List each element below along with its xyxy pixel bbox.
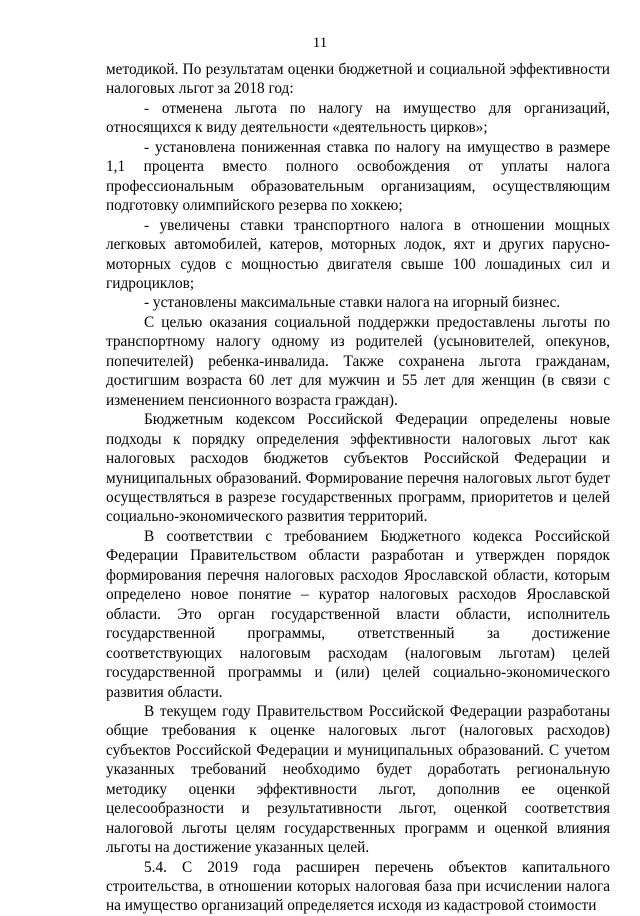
paragraph-intro: методикой. По результатам оценки бюджетной и социальной эффективности налоговых льгот за 2018 год: bbox=[106, 61, 610, 98]
paragraph-budget-code: Бюджетным кодексом Российской Федерации определены новые подходы к порядку определения эффективности налоговых льгот как налоговых расходов бюджетов субъектов Российской Федерации и муниципальных образований. Формирование перечня налоговых льгот будет осуществляться в разрезе государственных программ, приоритетов и целей социально-экономического развития территорий. bbox=[106, 411, 610, 526]
paragraph-general-requirements: В текущем году Правительством Российской Федерации разработаны общие требования к оценке налоговых льгот (налоговых расходов) субъектов Российской Федерации и муниципальных образований. С учетом указанных требований необходимо будет доработать региональную методику оценки эффективности льгот, дополнив ее оценкой целесообразности и результативности льгот, оценкой соответствия налоговой льготы целям государственных программ и оценкой влияния льготы на достижение указанных целей. bbox=[106, 702, 610, 857]
paragraph-social-support: С целью оказания социальной поддержки предоставлены льготы по транспортному налогу одному из родителей (усыновителей, опекунов, попечителей) ребенка-инвалида. Также сохранена льгота гражданам, достигшим возраста 60 лет для мужчин и 55 лет для женщин (в связи с изменением пенсионного возраста граждан). bbox=[106, 313, 610, 409]
list-item-gambling-tax: - установлены максимальные ставки налога на игорный бизнес. bbox=[144, 294, 561, 312]
list-item-reduced-rate: - установлена пониженная ставка по налогу на имущество в размере 1,1 процента вместо полного освобождения от уплаты налога профессиональным образовательным организациям, осуществляющим подготовку олимпийского резерва по хоккею; bbox=[106, 138, 610, 215]
paragraph-section-5-4: 5.4. С 2019 года расширен перечень объектов капитального строительства, в отношении которых налоговая база при исчислении налога на имущество организаций определяется исходя из кадастровой стоимости bbox=[106, 858, 610, 915]
paragraph-tax-expenses-order: В соответствии с требованием Бюджетного кодекса Российской Федерации Правительством области разработан и утвержден порядок формирования перечня налоговых расходов Ярославской области, которым определено новое понятие – куратор налоговых расходов Ярославской области. Это орган государственной власти области, исполнитель государственной программы, ответственный за достижение соответствующих налоговым расходам (налоговым льготам) целей государственной программы и (или) целей социально-экономического развития области. bbox=[106, 527, 610, 701]
list-item-circus-benefit: - отменена льгота по налогу на имущество для организаций, относящихся к виду деятельности «деятельность цирков»; bbox=[106, 99, 610, 137]
document-body bbox=[106, 60, 610, 916]
page-number: 11 bbox=[312, 35, 328, 51]
list-item-transport-tax: - увеличены ставки транспортного налога в отношении мощных легковых автомобилей, катеров, моторных лодок, яхт и других парусно-моторных судов с мощностью двигателя свыше 100 лошадиных сил и гидроциклов; bbox=[106, 216, 610, 292]
